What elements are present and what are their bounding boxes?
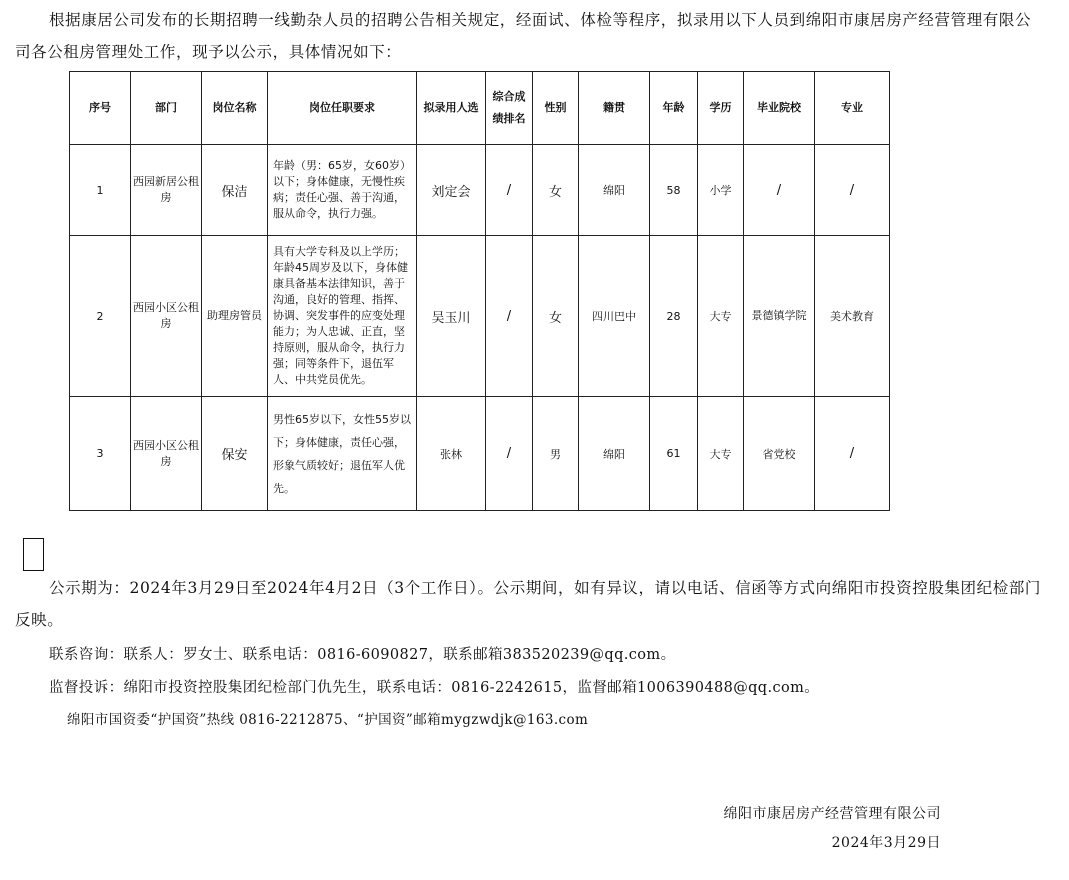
table-row bbox=[70, 397, 890, 511]
table-row bbox=[70, 236, 890, 397]
cell-education: 大专 bbox=[698, 397, 744, 511]
cell-rank: / bbox=[486, 236, 533, 397]
cell-school: 景德镇学院 bbox=[744, 236, 815, 397]
cell-candidate: 吴玉川 bbox=[417, 236, 486, 397]
header-age: 年龄 bbox=[650, 72, 698, 145]
intro-paragraph: 根据康居公司发布的长期招聘一线勤杂人员的招聘公告相关规定，经面试、体检等程序，拟录用以下人员到绵阳市康居房产经营管理有限公司各公租房管理处工作，现予以公示，具体情况如下： bbox=[15, 11, 1032, 61]
cell-dept: 西园新居公租房 bbox=[131, 145, 202, 236]
header-origin: 籍贯 bbox=[579, 72, 650, 145]
header-education: 学历 bbox=[698, 72, 744, 145]
cell-education: 大专 bbox=[698, 236, 744, 397]
header-candidate: 拟录用人选 bbox=[417, 72, 486, 145]
signature-company: 绵阳市康居房产经营管理有限公司 bbox=[723, 806, 941, 822]
cell-dept: 西园小区公租房 bbox=[131, 236, 202, 397]
signature-date: 2024年3月29日 bbox=[831, 835, 941, 851]
supervision-line: 监督投诉：绵阳市投资控股集团纪检部门仇先生，联系电话：0816-2242615，监督邮箱1006390488@qq.com。 bbox=[49, 680, 820, 696]
cell-origin: 绵阳 bbox=[579, 145, 650, 236]
cell-candidate: 张林 bbox=[417, 397, 486, 511]
header-major: 专业 bbox=[815, 72, 890, 145]
header-requirements: 岗位任职要求 bbox=[268, 72, 417, 145]
cell-gender: 男 bbox=[533, 397, 579, 511]
cell-position: 助理房管员 bbox=[202, 236, 268, 397]
header-school: 毕业院校 bbox=[744, 72, 815, 145]
cell-candidate: 刘定会 bbox=[417, 145, 486, 236]
table-row bbox=[70, 145, 890, 236]
cell-requirements: 具有大学专科及以上学历；年龄45周岁及以下，身体健康具备基本法律知识，善于沟通，良好的管理、指挥、协调、突发事件的应变处理能力；为人忠诚、正直，坚持原则，服从命令，执行力强；同等条件下，退伍军人、中共党员优先。 bbox=[268, 236, 417, 397]
cell-no: 3 bbox=[70, 397, 131, 511]
cell-gender: 女 bbox=[533, 236, 579, 397]
cell-age: 58 bbox=[650, 145, 698, 236]
header-rank: 综合成绩排名 bbox=[486, 72, 533, 145]
cell-major: 美术教育 bbox=[815, 236, 890, 397]
cell-dept: 西园小区公租房 bbox=[131, 397, 202, 511]
table-header-row bbox=[70, 72, 890, 145]
header-gender: 性别 bbox=[533, 72, 579, 145]
cell-position: 保洁 bbox=[202, 145, 268, 236]
cell-rank: / bbox=[486, 145, 533, 236]
notice-paragraph: 公示期为：2024年3月29日至2024年4月2日（3个工作日）。公示期间，如有异议，请以电话、信函等方式向绵阳市投资控股集团纪检部门反映。 bbox=[15, 579, 1042, 629]
hotline-line: 绵阳市国资委“护国资”热线 0816-2212875、“护国资”邮箱mygzwdjk@163.com bbox=[67, 712, 589, 728]
header-no: 序号 bbox=[70, 72, 131, 145]
cell-school: 省党校 bbox=[744, 397, 815, 511]
header-position: 岗位名称 bbox=[202, 72, 268, 145]
cell-gender: 女 bbox=[533, 145, 579, 236]
header-dept: 部门 bbox=[131, 72, 202, 145]
cell-no: 2 bbox=[70, 236, 131, 397]
cell-no: 1 bbox=[70, 145, 131, 236]
cell-age: 28 bbox=[650, 236, 698, 397]
cell-rank: / bbox=[486, 397, 533, 511]
cell-position: 保安 bbox=[202, 397, 268, 511]
cell-school: / bbox=[744, 145, 815, 236]
cell-major: / bbox=[815, 145, 890, 236]
cell-origin: 四川巴中 bbox=[579, 236, 650, 397]
empty-checkbox-frame bbox=[23, 538, 44, 571]
cell-requirements: 男性65岁以下，女性55岁以下；身体健康，责任心强，形象气质较好；退伍军人优先。 bbox=[268, 397, 417, 511]
recruitment-table bbox=[69, 71, 890, 511]
cell-education: 小学 bbox=[698, 145, 744, 236]
cell-origin: 绵阳 bbox=[579, 397, 650, 511]
cell-requirements: 年龄（男：65岁，女60岁）以下；身体健康，无慢性疾病；责任心强、善于沟通，服从命令，执行力强。 bbox=[268, 145, 417, 236]
cell-major: / bbox=[815, 397, 890, 511]
cell-age: 61 bbox=[650, 397, 698, 511]
contact-line: 联系咨询：联系人：罗女士、联系电话：0816-6090827，联系邮箱383520239@qq.com。 bbox=[49, 647, 676, 663]
